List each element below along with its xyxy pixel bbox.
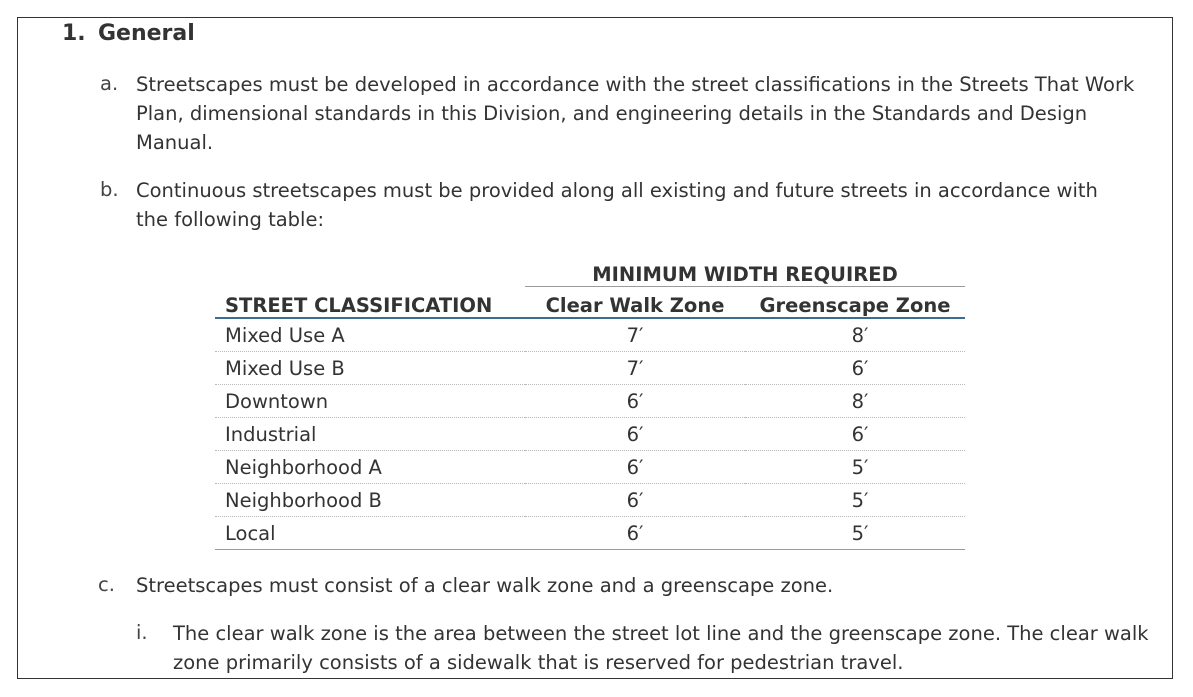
item-a-text: Streetscapes must be developed in accordance with the street classifications in the Streets That Work Plan, dimensional standards in this Division, and engineering details in the Standards and Design Manual. [136, 73, 1135, 154]
cell-clear-walk: 6′ [525, 517, 745, 550]
cell-classification: Downtown [215, 385, 525, 418]
table-row [215, 451, 965, 484]
cell-classification: Industrial [215, 418, 525, 451]
table-row [215, 484, 965, 517]
table-row [215, 385, 965, 418]
cell-greenscape: 5′ [745, 517, 965, 550]
cell-classification: Mixed Use A [215, 318, 525, 352]
subitem-i-text: The clear walk zone is the area between the street lot line and the greenscape zone. The clear walk zone primarily consists of a sidewalk that is reserved for pedestrian travel. [173, 622, 1149, 674]
subitem-i-marker: i. [136, 621, 148, 644]
table-row [215, 318, 965, 352]
item-a-marker: a. [100, 72, 119, 95]
cell-greenscape: 5′ [745, 484, 965, 517]
table-row [215, 517, 965, 550]
streetscape-width-table [215, 256, 965, 550]
table-group-header: MINIMUM WIDTH REQUIRED [525, 256, 965, 287]
cell-greenscape: 6′ [745, 352, 965, 385]
table-row [215, 352, 965, 385]
cell-clear-walk: 7′ [525, 318, 745, 352]
cell-greenscape: 5′ [745, 451, 965, 484]
section-title: General [98, 21, 195, 46]
cell-clear-walk: 6′ [525, 418, 745, 451]
cell-classification: Neighborhood B [215, 484, 525, 517]
item-c-marker: c. [98, 573, 115, 596]
item-b-marker: b. [100, 178, 119, 201]
cell-greenscape: 8′ [745, 318, 965, 352]
cell-clear-walk: 6′ [525, 385, 745, 418]
cell-greenscape: 6′ [745, 418, 965, 451]
cell-clear-walk: 6′ [525, 484, 745, 517]
section-number: 1. [62, 21, 86, 46]
cell-clear-walk: 7′ [525, 352, 745, 385]
cell-greenscape: 8′ [745, 385, 965, 418]
column-header-greenscape: Greenscape Zone [745, 287, 965, 319]
cell-classification: Local [215, 517, 525, 550]
column-header-clear-walk: Clear Walk Zone [525, 287, 745, 319]
item-c-text: Streetscapes must consist of a clear walk zone and a greenscape zone. [136, 574, 834, 597]
cell-clear-walk: 6′ [525, 451, 745, 484]
document-frame [17, 17, 1173, 679]
cell-classification: Mixed Use B [215, 352, 525, 385]
cell-classification: Neighborhood A [215, 451, 525, 484]
item-b-text: Continuous streetscapes must be provided along all existing and future streets in accordance with the following table: [136, 179, 1098, 231]
column-header-classification: STREET CLASSIFICATION [215, 287, 525, 319]
table-row [215, 418, 965, 451]
